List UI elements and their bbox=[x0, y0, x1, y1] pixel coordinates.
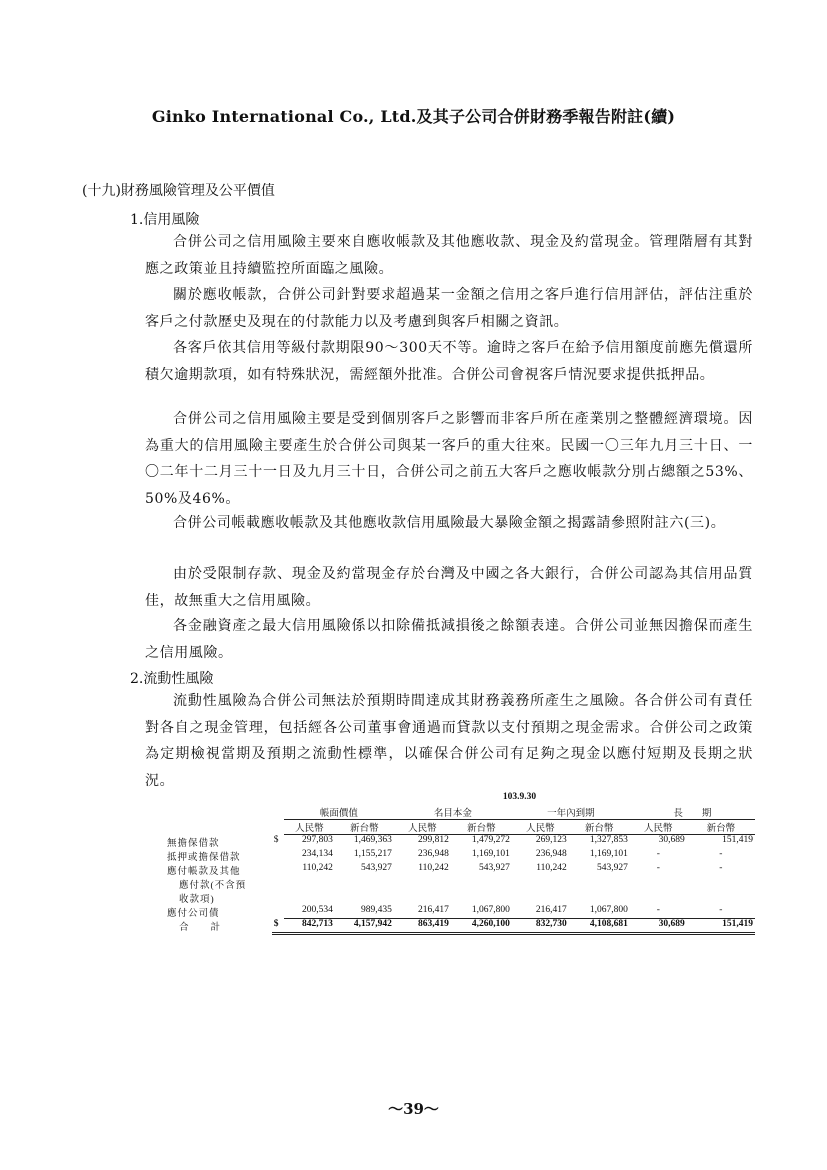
table-cell: 110,242 bbox=[302, 862, 333, 873]
table-cell: 1,169,101 bbox=[471, 848, 510, 859]
table-row bbox=[165, 863, 755, 905]
credit-paragraph-2: 關於應收帳款，合併公司針對要求超過某一金額之信用之客戶進行信用評估，評估注重於客戶之付款歷史及現在的付款能力以及考慮到與客戶相關之資訊。 bbox=[145, 287, 753, 330]
table-cell: 1,155,217 bbox=[353, 848, 392, 859]
section-heading: (十九)財務風險管理及公平價值 bbox=[82, 183, 275, 199]
liquidity-risk-heading: 2.流動性風險 bbox=[130, 671, 214, 687]
currency-header: 新台幣 bbox=[335, 820, 394, 835]
currency-prefix bbox=[272, 905, 284, 919]
table-cell: 1,327,853 bbox=[589, 835, 628, 845]
table-cell: - bbox=[719, 848, 723, 859]
table-total-row bbox=[165, 919, 755, 934]
table-row bbox=[165, 835, 755, 849]
currency-header: 新台幣 bbox=[569, 820, 630, 835]
currency-header: 新台幣 bbox=[451, 820, 512, 835]
total-cell: 832,730 bbox=[512, 919, 569, 934]
group-header-long-term: 長 期 bbox=[630, 805, 755, 820]
table-cell: 1,479,272 bbox=[471, 835, 510, 845]
total-label: 合 計 bbox=[179, 922, 222, 933]
table-cell: 200,534 bbox=[284, 905, 335, 919]
total-cell: 4,157,942 bbox=[335, 919, 394, 934]
total-cell: 842,713 bbox=[284, 919, 335, 934]
table-cell: - bbox=[630, 905, 687, 919]
table-date: 103.9.30 bbox=[502, 792, 537, 802]
table-cell: 543,927 bbox=[360, 862, 392, 873]
table-cell: 30,689 bbox=[658, 835, 685, 845]
table-cell: 269,123 bbox=[535, 835, 567, 845]
table-cell: 216,417 bbox=[394, 905, 451, 919]
total-cell: 863,419 bbox=[394, 919, 451, 934]
credit-paragraph-1: 合併公司之信用風險主要來自應收帳款及其他應收款、現金及約當現金。管理階層有其對應之政策並且持續監控所面臨之風險。 bbox=[145, 234, 753, 277]
table-currency-header-row bbox=[165, 820, 755, 835]
table-cell: - bbox=[687, 905, 755, 919]
liquidity-paragraph-1: 流動性風險為合併公司無法於預期時間達成其財務義務所產生之風險。各合併公司有責任對各自之現金管理，包括經各公司董事會通過而貸款以支付預期之現金需求。合併公司之政策為定期檢視當期及預期之流動性標準，以確保合併公司有足夠之現金以應付短期及長期之狀況。 bbox=[145, 693, 753, 789]
currency-header: 人民幣 bbox=[394, 820, 451, 835]
table-cell: 236,948 bbox=[535, 848, 567, 859]
table-cell: - bbox=[719, 862, 723, 873]
table-date-row bbox=[165, 792, 755, 805]
page-number: ～39～ bbox=[388, 1100, 439, 1118]
page-title: Ginko International Co., Ltd.及其子公司合併財務季報告附註(續) bbox=[151, 107, 676, 126]
table-row bbox=[165, 849, 755, 863]
table-cell: 216,417 bbox=[512, 905, 569, 919]
table-cell: 1,469,363 bbox=[353, 835, 392, 845]
table-cell: 1,067,800 bbox=[451, 905, 512, 919]
credit-paragraph-4: 合併公司之信用風險主要是受到個別客戶之影響而非客戶所在產業別之整體經濟環境。因為重大的信用風險主要產生於合併公司與某一客戶的重大往來。民國一〇三年九月三十日、一〇二年十二月三十一日及九月三十日，合併公司之前五大客戶之應收帳款分別占總額之53%、50%及46%。 bbox=[145, 411, 753, 507]
total-cell: 151,419 bbox=[687, 919, 755, 934]
table-cell: 110,242 bbox=[418, 862, 449, 873]
currency-header: 新台幣 bbox=[687, 820, 755, 835]
table-cell: - bbox=[656, 862, 660, 873]
row-label: 抵押或擔保借款 bbox=[167, 852, 241, 863]
currency-header: 人民幣 bbox=[512, 820, 569, 835]
table-cell: 1,169,101 bbox=[589, 848, 628, 859]
row-label: 無擔保借款 bbox=[167, 838, 220, 849]
row-label bbox=[165, 863, 272, 905]
currency-header: 人民幣 bbox=[630, 820, 687, 835]
table-cell: 110,242 bbox=[536, 862, 567, 873]
table-group-header-row bbox=[165, 805, 755, 820]
row-label: 應付公司債 bbox=[167, 908, 220, 919]
credit-paragraph-5: 合併公司帳載應收帳款及其他應收款信用風險最大暴險金額之揭露請參照附註六(三)。 bbox=[173, 515, 726, 531]
credit-paragraph-6: 由於受限制存款、現金及約當現金存於台灣及中國之各大銀行，合併公司認為其信用品質佳，故無重大之信用風險。 bbox=[145, 566, 753, 609]
table-cell: 543,927 bbox=[478, 862, 510, 873]
currency-prefix: $ bbox=[272, 919, 284, 934]
group-header-notional: 名目本金 bbox=[394, 805, 512, 820]
table-cell: - bbox=[656, 848, 660, 859]
table-cell: 234,134 bbox=[301, 848, 333, 859]
table-row bbox=[165, 905, 755, 919]
total-cell: 4,260,100 bbox=[451, 919, 512, 934]
row-label-line: 應付帳款及其他 bbox=[167, 866, 241, 877]
credit-risk-heading: 1.信用風險 bbox=[130, 212, 200, 228]
credit-paragraph-7: 各金融資產之最大信用風險係以扣除備抵減損後之餘額表達。合併公司並無因擔保而產生之信用風險。 bbox=[145, 618, 753, 661]
group-header-within-year: 一年內到期 bbox=[512, 805, 630, 820]
group-header-carrying: 帳面價值 bbox=[284, 805, 394, 820]
table-cell: 989,435 bbox=[335, 905, 394, 919]
currency-header: 人民幣 bbox=[284, 820, 335, 835]
table-cell: 151,419 bbox=[722, 835, 753, 845]
table-cell: 299,812 bbox=[417, 835, 449, 845]
total-cell: 30,689 bbox=[630, 919, 687, 934]
credit-paragraph-3: 各客戶依其信用等級付款期限90～300天不等。逾時之客戶在給予信用額度前應先償還所積欠逾期款項，如有特殊狀況，需經額外批准。合併公司會視客戶情況要求提供抵押品。 bbox=[145, 340, 753, 383]
currency-prefix: $ bbox=[273, 834, 279, 845]
row-label-line: 收款項) bbox=[179, 894, 215, 905]
currency-prefix bbox=[272, 863, 284, 905]
table-cell: 1,067,800 bbox=[569, 905, 630, 919]
table-cell: 543,927 bbox=[596, 862, 628, 873]
total-cell: 4,108,681 bbox=[569, 919, 630, 934]
table-cell: 297,803 bbox=[301, 835, 333, 845]
currency-prefix bbox=[272, 849, 284, 863]
row-label-line: 應付款(不含預 bbox=[179, 880, 247, 891]
table-cell: 236,948 bbox=[417, 848, 449, 859]
liquidity-maturity-table bbox=[165, 792, 755, 935]
